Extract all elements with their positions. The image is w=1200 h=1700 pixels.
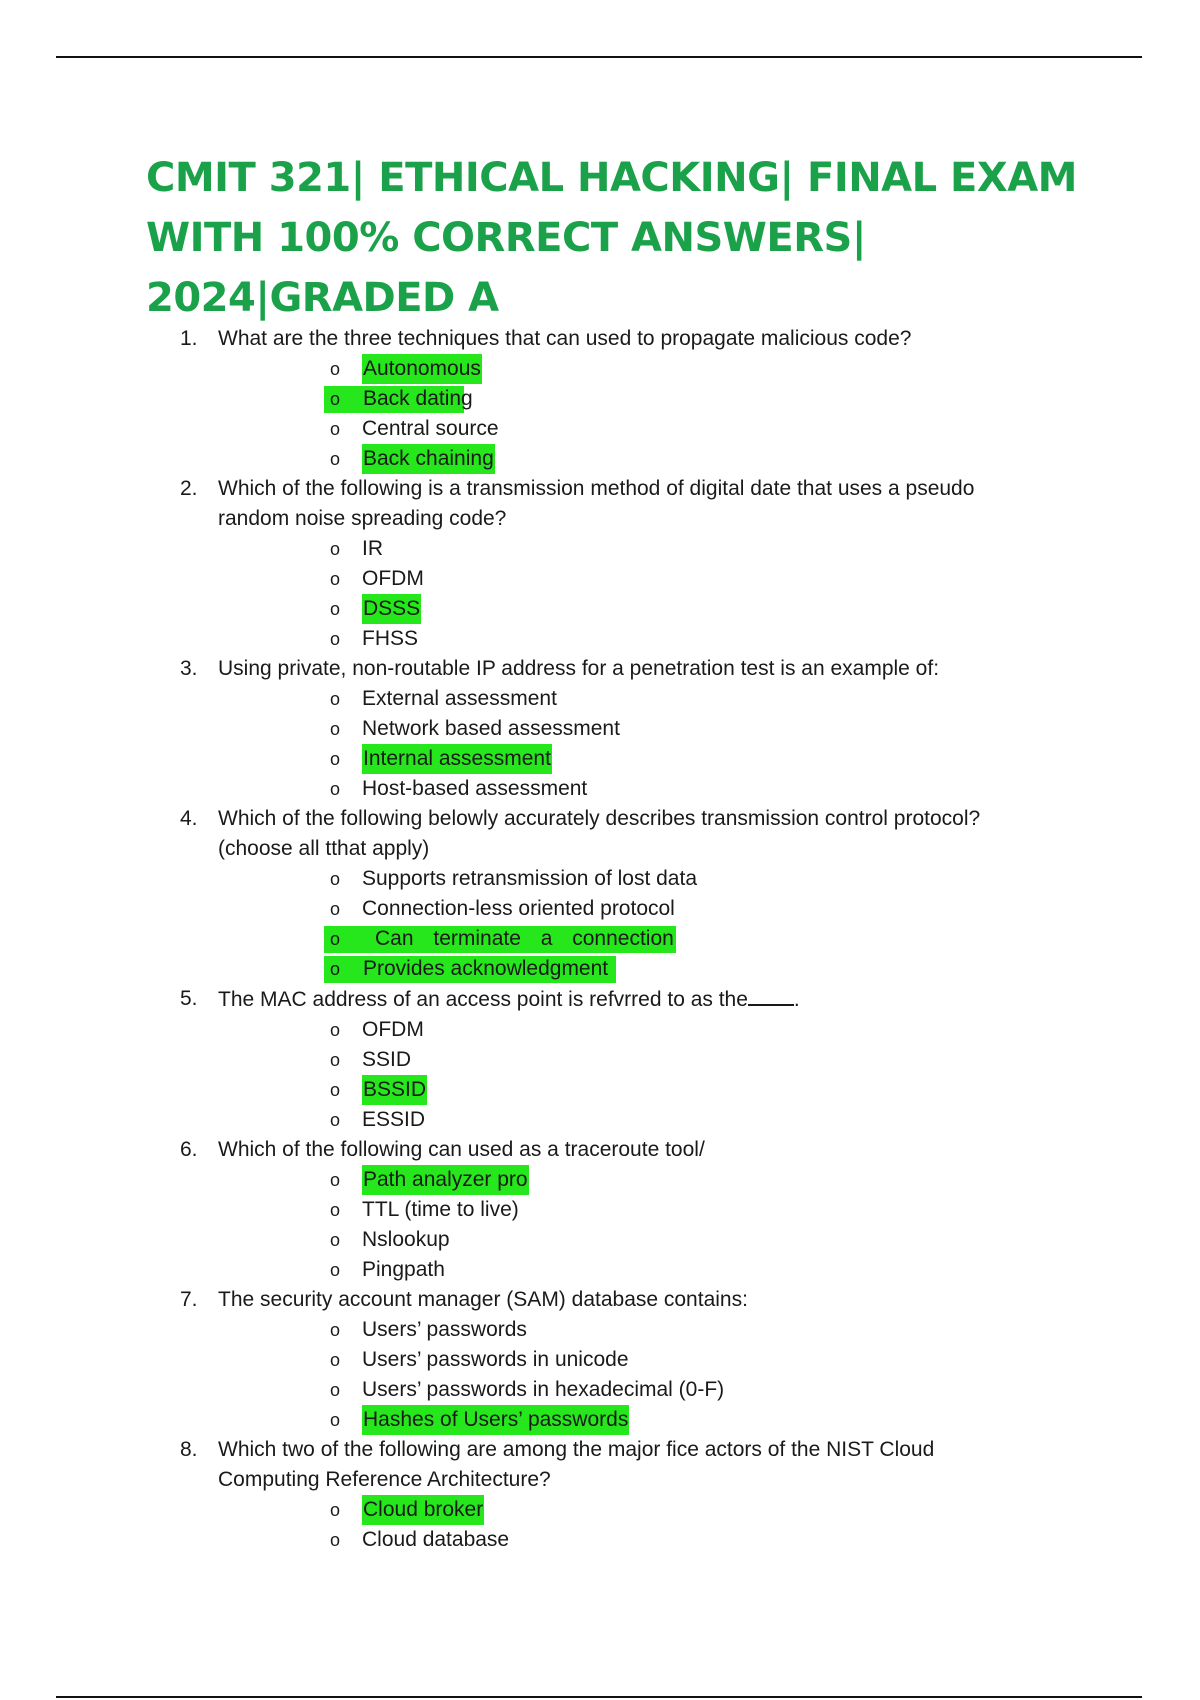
option-list: [218, 1015, 1046, 1135]
option-text: Can terminate a connection: [375, 927, 674, 950]
option-correct: [218, 444, 1046, 474]
option: [218, 1255, 1046, 1285]
question-text-continued: (choose all tthat apply): [218, 837, 430, 860]
bottom-rule: [56, 1696, 1142, 1698]
option: [218, 1015, 1046, 1045]
option-text: Network based assessment: [362, 717, 620, 740]
option-correct: [218, 384, 1046, 414]
option-text: Users’ passwords in hexadecimal (0-F): [362, 1378, 725, 1401]
bullet-icon: o: [330, 599, 341, 619]
top-rule: [56, 56, 1142, 58]
option-list: [218, 534, 1046, 654]
option-list: [218, 1315, 1046, 1435]
option: [218, 774, 1046, 804]
option-list: [218, 684, 1046, 804]
option-text: Users’ passwords: [362, 1318, 527, 1341]
option-list: [218, 864, 1046, 984]
question-text-end: .: [793, 988, 800, 1011]
bullet-icon: o: [330, 1110, 341, 1130]
option-correct: [218, 1075, 1046, 1105]
question-text: Using private, non-routable IP address for a penetration test is an example of:: [218, 657, 940, 680]
question-number: 1.: [180, 327, 198, 350]
option: [218, 1195, 1046, 1225]
question-text-line: [218, 984, 1046, 1015]
option-list: [218, 1165, 1046, 1285]
bullet-icon: o: [330, 1350, 341, 1370]
bullet-icon: o: [330, 719, 341, 739]
option-text: DSSS: [362, 594, 421, 624]
option: [218, 1525, 1046, 1555]
bullet-icon: o: [330, 1230, 341, 1250]
option-text: Supports retransmission of lost data: [362, 867, 697, 890]
question-6: [146, 1135, 1046, 1285]
title-line-2: WITH 100% CORRECT ANSWERS|: [146, 215, 866, 261]
bullet-icon: o: [330, 1260, 341, 1280]
option: [218, 864, 1046, 894]
option-correct: [218, 1405, 1046, 1435]
bullet-icon: o: [330, 869, 341, 889]
bullet-icon: o: [330, 1020, 341, 1040]
bullet-icon: o: [330, 1530, 341, 1550]
option: [218, 1315, 1046, 1345]
option: [218, 1375, 1046, 1405]
question-5: [146, 984, 1046, 1135]
question-8: [146, 1435, 1046, 1555]
question-number: 2.: [180, 477, 198, 500]
option-correct: [218, 1495, 1046, 1525]
option: [218, 1225, 1046, 1255]
option-list: [218, 1495, 1046, 1555]
question-number: 8.: [180, 1438, 198, 1461]
option-correct: [218, 354, 1046, 384]
answer-blank: [748, 984, 794, 1006]
option-text: Path analyzer pro: [362, 1165, 529, 1195]
question-number: 7.: [180, 1288, 198, 1311]
option-text: Back dating: [363, 387, 473, 410]
bullet-icon: o: [330, 1080, 341, 1100]
bullet-icon: o: [330, 1050, 341, 1070]
option: [218, 534, 1046, 564]
bullet-icon: o: [330, 899, 341, 919]
bullet-icon: o: [330, 929, 341, 949]
question-text: Which of the following can used as a traceroute tool/: [218, 1138, 705, 1161]
option-text: Host-based assessment: [362, 777, 588, 800]
option: [218, 414, 1046, 444]
bullet-icon: o: [330, 569, 341, 589]
bullet-icon: o: [330, 779, 341, 799]
question-text: The MAC address of an access point is refvrred to as the: [218, 988, 748, 1011]
option-text: ESSID: [362, 1108, 426, 1131]
option-text: Internal assessment: [362, 744, 552, 774]
option: [218, 564, 1046, 594]
option-correct: [218, 744, 1046, 774]
option-list: [218, 354, 1046, 474]
title-line-1: CMIT 321| ETHICAL HACKING| FINAL EXAM: [146, 155, 1077, 201]
option-text: BSSID: [362, 1075, 427, 1105]
question-list: [146, 324, 1046, 1555]
option-text: OFDM: [362, 567, 424, 590]
option-text: FHSS: [362, 627, 419, 650]
question-number: 5.: [180, 987, 198, 1010]
title-line-3: 2024|GRADED A: [146, 275, 499, 321]
question-3: [146, 654, 1046, 804]
question-text: The security account manager (SAM) database contains:: [218, 1288, 748, 1311]
option: [218, 1105, 1046, 1135]
question-4: [146, 804, 1046, 984]
question-text-continued: Computing Reference Architecture?: [218, 1468, 551, 1491]
bullet-icon: o: [330, 1500, 341, 1520]
option-text: Nslookup: [362, 1228, 450, 1251]
question-text: Which of the following belowly accurately describes transmission control protocol?: [218, 807, 981, 830]
question-text-continued: random noise spreading code?: [218, 507, 507, 530]
option-text: TTL (time to live): [362, 1198, 519, 1221]
bullet-icon: o: [330, 449, 341, 469]
option-text: Back chaining: [362, 444, 495, 474]
option: [218, 714, 1046, 744]
option-text: Cloud broker: [362, 1495, 484, 1525]
question-text: Which of the following is a transmission method of digital date that uses a pseudo: [218, 477, 975, 500]
option-text: Connection-less oriented protocol: [362, 897, 675, 920]
bullet-icon: o: [330, 689, 341, 709]
bullet-icon: o: [330, 1410, 341, 1430]
option-text: Cloud database: [362, 1528, 510, 1551]
option-correct: [218, 954, 1046, 984]
option-text: Provides acknowledgment: [363, 957, 609, 980]
option: [218, 1045, 1046, 1075]
bullet-icon: o: [330, 629, 341, 649]
bullet-icon: o: [330, 1380, 341, 1400]
bullet-icon: o: [330, 749, 341, 769]
bullet-icon: o: [330, 1170, 341, 1190]
option: [218, 684, 1046, 714]
option-correct: [218, 924, 1046, 954]
question-7: [146, 1285, 1046, 1435]
question-1: [146, 324, 1046, 474]
option-correct: [218, 1165, 1046, 1195]
question-text: Which two of the following are among the major fice actors of the NIST Cloud: [218, 1438, 935, 1461]
bullet-icon: o: [330, 1200, 341, 1220]
document-title: [146, 148, 1077, 328]
question-number: 4.: [180, 807, 198, 830]
option-text: Hashes of Users’ passwords: [362, 1405, 629, 1435]
bullet-icon: o: [330, 419, 341, 439]
bullet-icon: o: [330, 359, 341, 379]
question-number: 3.: [180, 657, 198, 680]
option: [218, 1345, 1046, 1375]
option-text: IR: [362, 537, 383, 560]
option-text: Pingpath: [362, 1258, 445, 1281]
option-text: OFDM: [362, 1018, 424, 1041]
question-2: [146, 474, 1046, 654]
option: [218, 624, 1046, 654]
option: [218, 894, 1046, 924]
bullet-icon: o: [330, 1320, 341, 1340]
option-text: SSID: [362, 1048, 412, 1071]
bullet-icon: o: [330, 959, 341, 979]
option-text: Autonomous: [362, 354, 482, 384]
option-text: Central source: [362, 417, 499, 440]
option-text: Users’ passwords in unicode: [362, 1348, 629, 1371]
question-number: 6.: [180, 1138, 198, 1161]
option-text: External assessment: [362, 687, 557, 710]
option-correct: [218, 594, 1046, 624]
bullet-icon: o: [330, 389, 341, 409]
bullet-icon: o: [330, 539, 341, 559]
question-text: What are the three techniques that can used to propagate malicious code?: [218, 327, 912, 350]
